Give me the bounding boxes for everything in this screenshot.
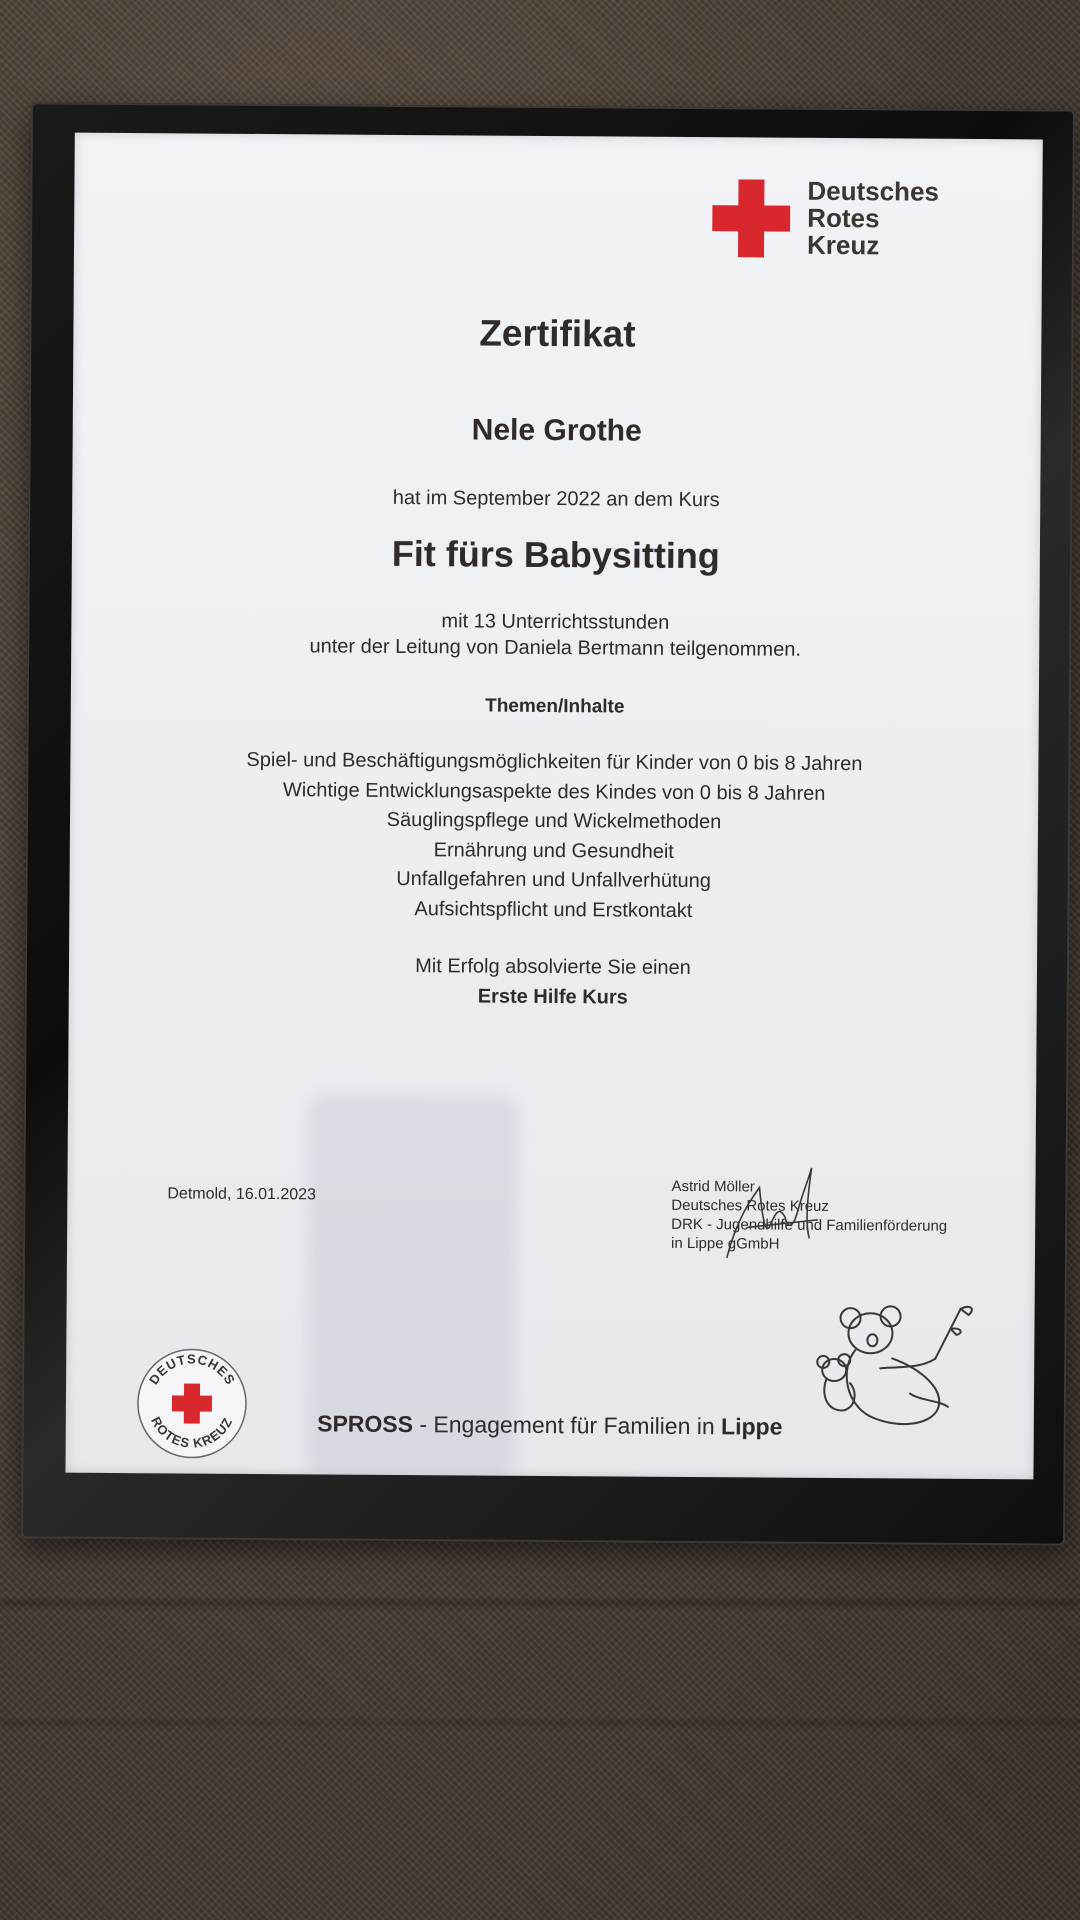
drk-logo (712, 177, 973, 269)
signatory-line: Astrid Möller (671, 1177, 755, 1196)
logo-line-1: Deutsches (807, 175, 940, 207)
topic-item: Spiel- und Beschäftigungsmöglichkeiten für Kinder von 0 bis 8 Jahren (246, 748, 863, 776)
red-cross-icon (712, 179, 791, 258)
course-title: Fit fürs Babysitting (391, 532, 721, 577)
picture-frame (21, 102, 1075, 1545)
first-aid-course: Erste Hilfe Kurs (477, 985, 628, 1009)
logo-text (806, 175, 940, 261)
certificate-title: Zertifikat (479, 312, 636, 355)
drk-seal-icon (134, 1345, 251, 1462)
logo-line-2: Rotes (807, 202, 880, 234)
footer-brand: SPROSS (317, 1410, 414, 1438)
handwritten-signature (707, 1157, 838, 1268)
certificate-paper (65, 133, 1042, 1480)
logo-line-3: Kreuz (806, 229, 880, 261)
seal-top-text: DEUTSCHES (145, 1351, 239, 1388)
topic-item: Unfallgefahren und Unfallverhütung (396, 867, 712, 893)
footer-middle: - Engagement für Familien in (412, 1411, 722, 1440)
signatory-line: Deutsches Rotes Kreuz (671, 1196, 829, 1215)
topic-item: Wichtige Entwicklungsaspekte des Kindes von 0 bis 8 Jahren (282, 778, 826, 805)
topic-item: Ernährung und Gesundheit (433, 838, 674, 863)
signatory-line: DRK - Jugendhilfe und Familienförderung (671, 1215, 948, 1235)
topic-item: Säuglingspflege und Wickelmethoden (386, 808, 722, 834)
topics-heading: Themen/Inhalte (485, 695, 625, 718)
couch-fold (0, 1720, 1080, 1726)
participant-name: Nele Grothe (471, 413, 642, 448)
place-date: Detmold, 16.01.2023 (167, 1185, 317, 1204)
seal-bottom-text: ROTES KREUZ (148, 1414, 236, 1451)
signatory-line: in Lippe gGmbH (671, 1234, 780, 1253)
leader-line: unter der Leitung von Daniela Bertmann teilgenommen. (309, 635, 802, 661)
topics-list (69, 745, 1038, 929)
footer-region: Lippe (721, 1413, 783, 1440)
topic-item: Aufsichtspflicht und Erstkontakt (414, 897, 693, 922)
success-line: Mit Erfolg absolvierte Sie einen (415, 955, 691, 980)
couch-fold (0, 1600, 1080, 1606)
hours-line: mit 13 Unterrichtsstunden (441, 610, 670, 634)
intro-line: hat im September 2022 an dem Kurs (392, 486, 720, 512)
